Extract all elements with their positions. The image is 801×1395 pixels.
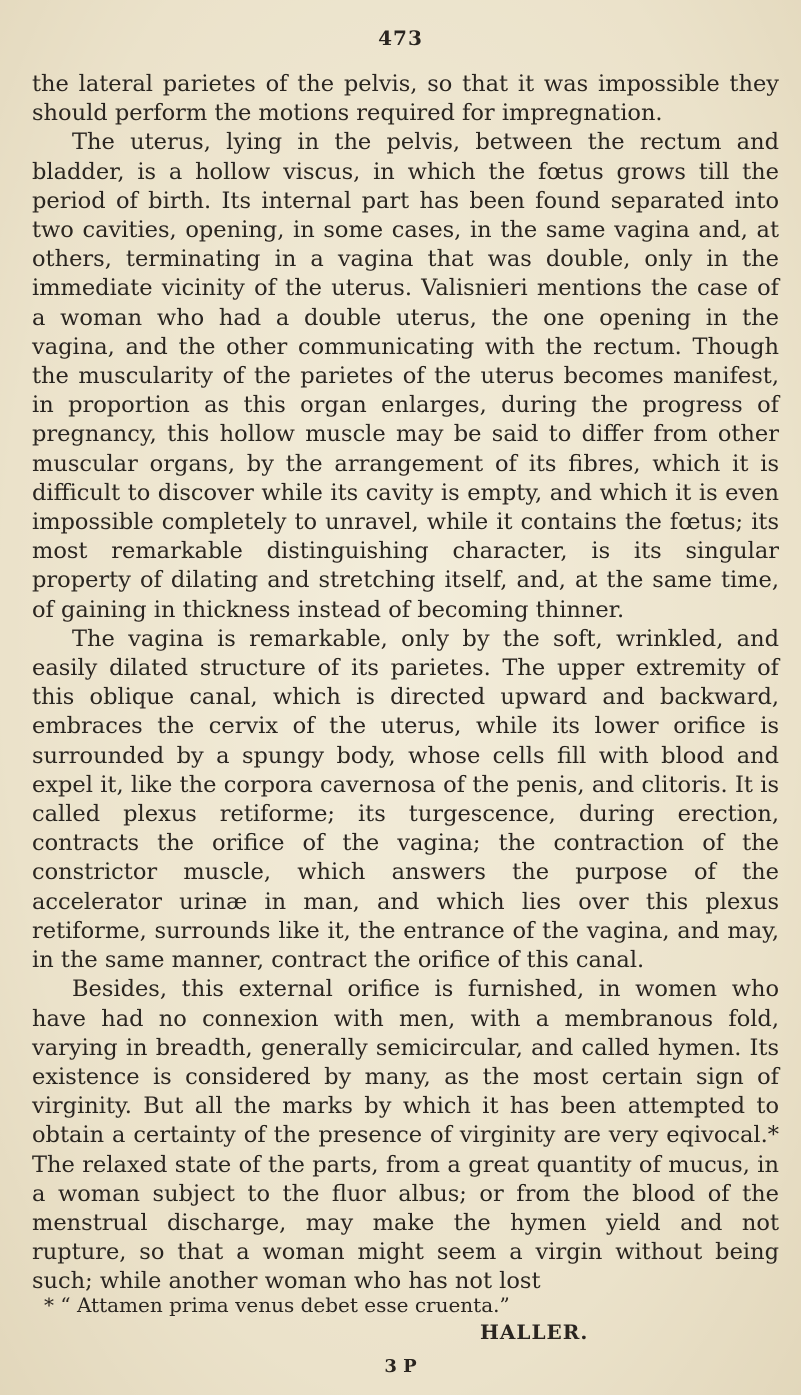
- footnote-attribution: HALLER.: [480, 1320, 589, 1344]
- paragraph-1: the lateral parietes of the pelvis, so that it was impossible they should perform the motions required for impregnation.: [32, 71, 779, 127]
- paragraph-4: Besides, this external orifice is furnished, in women who have had no connexion with men, with a membranous fold, varying in breadth, generally semicircular, and called hymen. Its existence is considered by many, as the most certain sign of virginity. But all the marks by which it has been attempted to obtain a certainty of the presence of virginity are very eqivocal.* The relaxed state of the parts, from a great quantity of mucus, in a woman subject to the fluor albus; or from the blood of the menstrual discharge, may make the hymen yield and not rupture, so that a woman might seem a virgin without being such; while another woman who has not lost: [32, 976, 779, 1295]
- body-text: [32, 70, 779, 1297]
- page-number: 473: [378, 26, 423, 50]
- paragraph-3: The vagina is remarkable, only by the soft, wrinkled, and easily dilated structure of its parietes. The upper extremity of this oblique canal, which is directed upward and backward, embraces the cervix of the uterus, while its lower orifice is surrounded by a spungy body, whose cells fill with blood and expel it, like the corpora cavernosa of the penis, and clitoris. It is called plexus retiforme; its turgescence, during erection, contracts the orifice of the vagina; the contraction of the constrictor muscle, which answers the purpose of the accelerator urinæ in man, and which lies over this plexus retiforme, surrounds like it, the entrance of the vagina, and may, in the same manner, contract the orifice of this canal.: [32, 625, 779, 974]
- signature-mark: 3 P: [384, 1356, 417, 1377]
- footnote: * “ Attamen prima venus debet esse cruenta.”: [44, 1293, 510, 1317]
- paragraph-2: The uterus, lying in the pelvis, between the rectum and bladder, is a hollow viscus, in which the fœtus grows till the period of birth. Its internal part has been found separated into two cavities, opening, in some cases, in the same vagina and, at others, terminating in a vagina that was double, only in the immediate vicinity of the uterus. Valisnieri mentions the case of a woman who had a double uterus, the one opening in the vagina, and the other communicating with the rectum. Though the muscularity of the parietes of the uterus becomes manifest, in proportion as this organ enlarges, during the progress of pregnancy, this hollow muscle may be said to differ from other muscular organs, by the arrangement of its fibres, which it is difficult to discover while its cavity is empty, and which it is even impossible completely to unravel, while it contains the fœtus; its most remarkable distinguishing character, is its singular property of dilating and stretching itself, and, at the same time, of gaining in thickness instead of becoming thinner.: [32, 129, 779, 623]
